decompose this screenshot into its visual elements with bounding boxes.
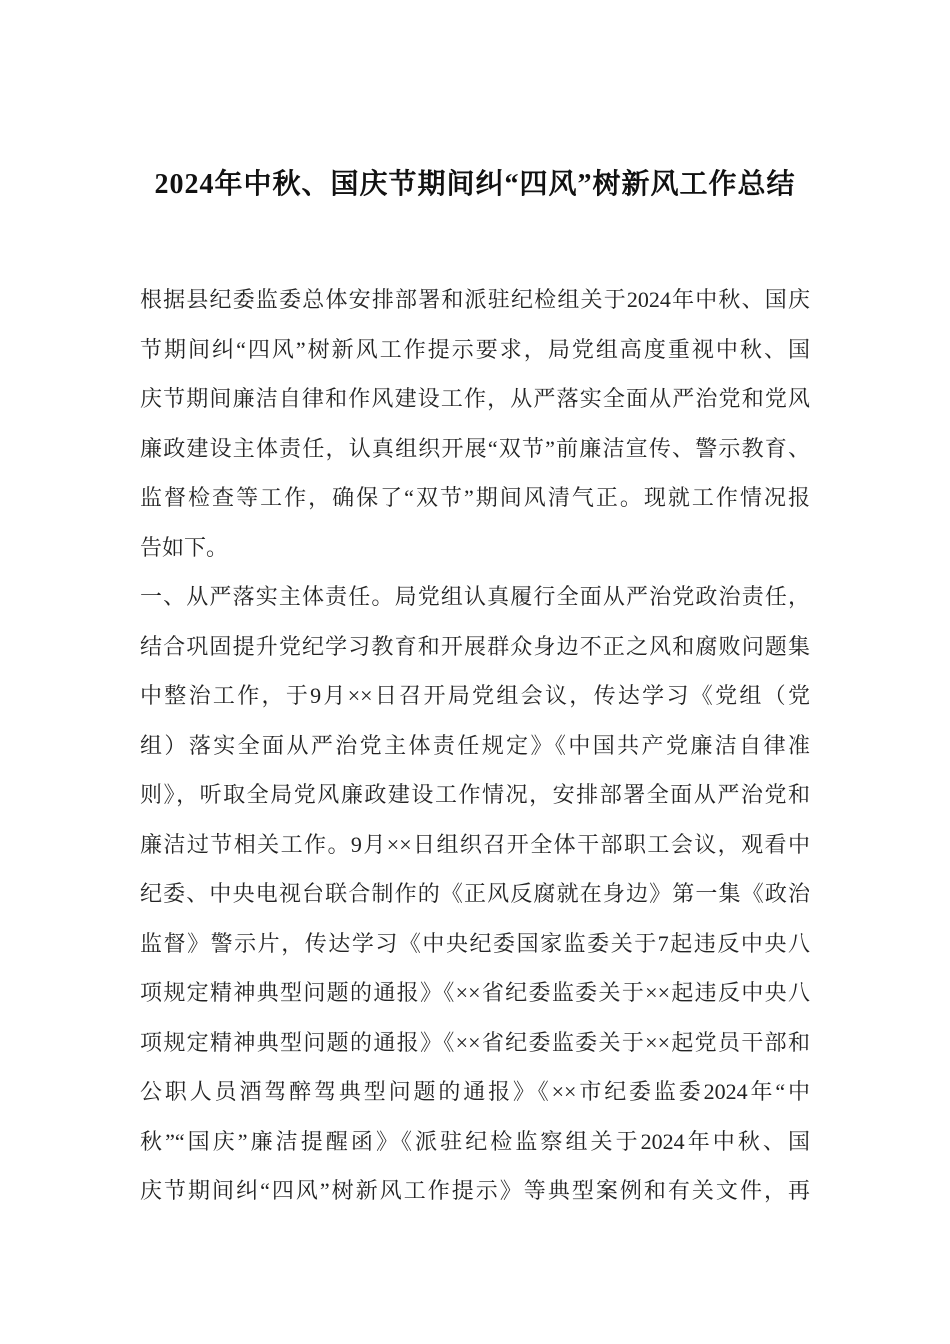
body-line: 项规定精神典型问题的通报》《××省纪委监委关于××起违反中央八	[140, 980, 810, 1005]
body-line: 监督检查等工作，确保了“双节”期间风清气正。现就工作情况报	[140, 485, 810, 510]
body-line: 节期间纠“四风”树新风工作提示要求，局党组高度重视中秋、国	[140, 336, 810, 362]
body-line: 廉政建设主体责任，认真组织开展“双节”前廉洁宣传、警示教育、	[140, 435, 810, 461]
body-line: 庆节期间纠“四风”树新风工作提示》等典型案例和有关文件，再	[140, 1178, 810, 1203]
body-line: 组）落实全面从严治党主体责任规定》《中国共产党廉洁自律准	[140, 732, 810, 758]
body-line: 监督》警示片，传达学习《中央纪委国家监委关于7起违反中央八	[140, 930, 810, 956]
body-line: 根据县纪委监委总体安排部署和派驻纪检组关于2024年中秋、国庆	[140, 287, 810, 312]
body-line: 纪委、中央电视台联合制作的《正风反腐就在身边》第一集《政治	[140, 881, 810, 906]
body-line: 告如下。	[140, 534, 229, 560]
body-line: 秋”“国庆”廉洁提醒函》《派驻纪检监察组关于2024年中秋、国	[140, 1128, 810, 1154]
body-line: 项规定精神典型问题的通报》《××省纪委监委关于××起党员干部和	[140, 1029, 810, 1055]
body-line: 公职人员酒驾醉驾典型问题的通报》《××市纪委监委2024年“中	[140, 1079, 810, 1104]
body-line: 廉洁过节相关工作。9月××日组织召开全体干部职工会议，观看中	[140, 831, 810, 857]
document-title: 2024年中秋、国庆节期间纠“四风”树新风工作总结	[154, 169, 796, 200]
body-line: 庆节期间廉洁自律和作风建设工作，从严落实全面从严治党和党风	[140, 386, 810, 411]
document-body	[140, 207, 810, 1216]
body-line: 一、从严落实主体责任。局党组认真履行全面从严治党政治责任，	[140, 584, 810, 609]
body-line: 结合巩固提升党纪学习教育和开展群众身边不正之风和腐败问题集	[140, 633, 810, 659]
body-line: 中整治工作，于9月××日召开局党组会议，传达学习《党组（党	[140, 683, 810, 708]
body-line: 则》，听取全局党风廉政建设工作情况，安排部署全面从严治党和	[140, 782, 810, 807]
